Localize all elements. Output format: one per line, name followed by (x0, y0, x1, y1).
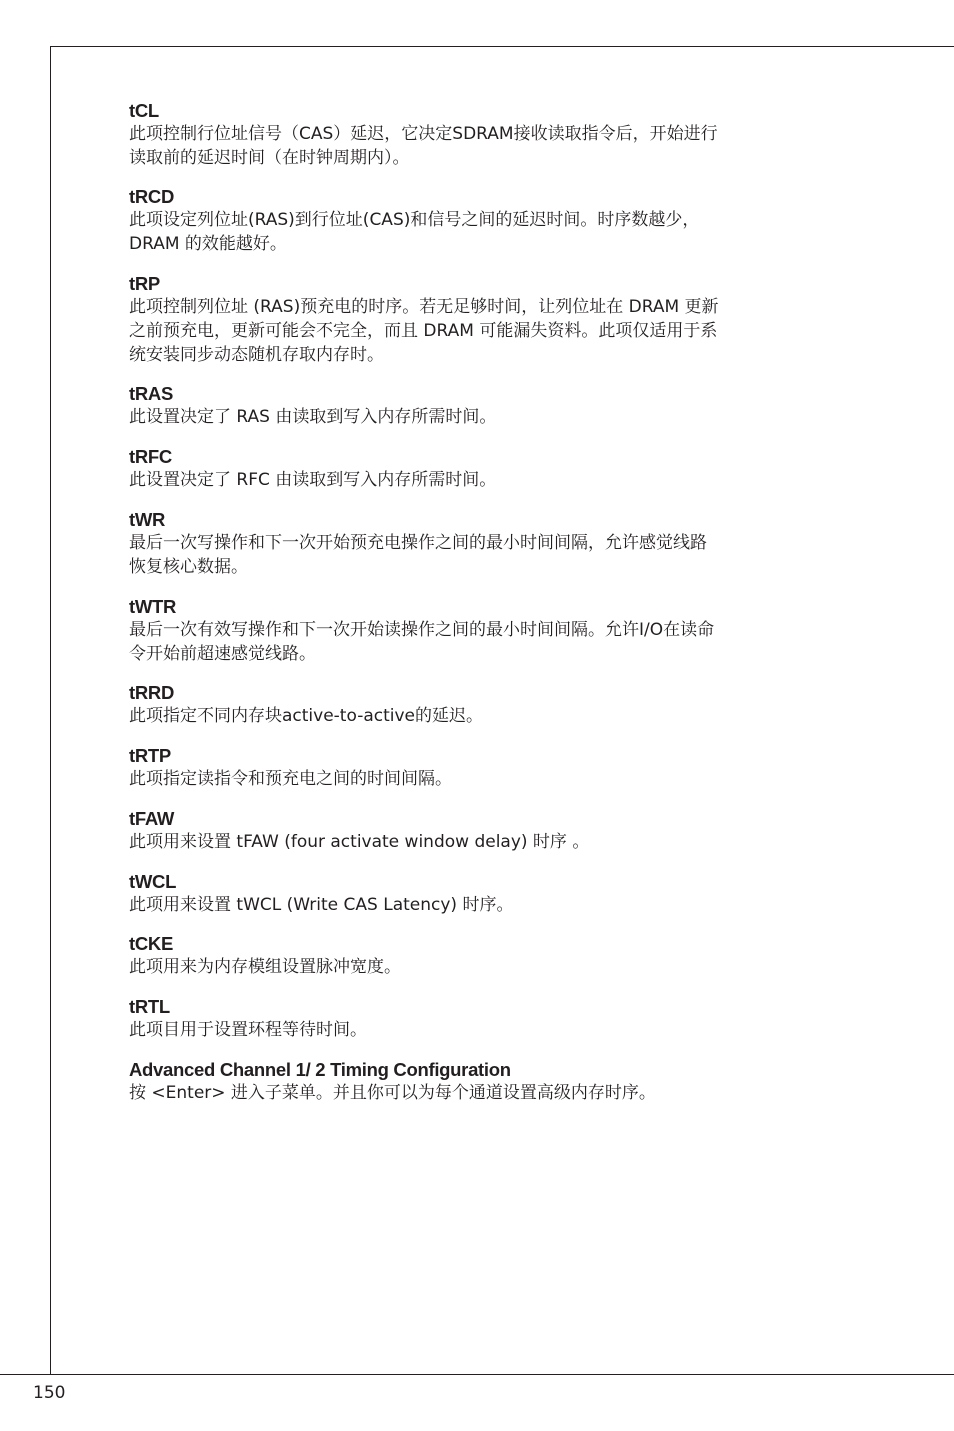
entry-title: tFAW (129, 808, 175, 829)
entry-desc-line: 此项设定列位址(RAS)到行位址(CAS)和信号之间的延迟时间。时序数越少， (129, 210, 700, 230)
entry-advanced-channel-timing (129, 1059, 833, 1105)
entry-desc-line: 此项控制列位址 (RAS)预充电的时序。若无足够时间，让列位址在 DRAM 更新 (129, 297, 719, 317)
entry-title: tWR (129, 509, 166, 530)
bottom-rule (0, 1374, 954, 1375)
entry-desc-line: 此项指定不同内存块active-to-active的延迟。 (129, 706, 483, 726)
entry-desc-line: 此项用来设置 tFAW (four activate window delay) 时序 。 (129, 832, 590, 852)
entry-desc-line: 此设置决定了 RAS 由读取到写入内存所需时间。 (129, 407, 497, 427)
entry-desc-line: 此设置决定了 RFC 由读取到写入内存所需时间。 (129, 470, 497, 490)
entry-title: tRTP (129, 745, 171, 766)
entry-title: tRTL (129, 996, 170, 1017)
entry-title: tWCL (129, 871, 177, 892)
entry-twr (129, 509, 833, 579)
entry-tcke (129, 933, 833, 979)
entry-trtl (129, 996, 833, 1042)
entry-title: tRCD (129, 186, 175, 207)
entry-title: tRAS (129, 383, 174, 404)
entry-desc-line: 此项用来设置 tWCL (Write CAS Latency) 时序。 (129, 895, 514, 915)
entry-desc-line: 统安装同步动态随机存取内存时。 (129, 345, 384, 365)
entry-title: tRRD (129, 682, 175, 703)
entry-tras (129, 383, 833, 429)
entry-desc-line: 之前预充电，更新可能会不完全，而且 DRAM 可能漏失资料。此项仅适用于系 (129, 321, 718, 341)
entry-trcd (129, 186, 833, 256)
entry-title: Advanced Channel 1/ 2 Timing Configuration (129, 1059, 511, 1080)
entry-title: tRFC (129, 446, 172, 467)
entry-desc-line: 此项指定读指令和预充电之间的时间间隔。 (129, 769, 452, 789)
entry-desc-line: 按 <Enter> 进入子菜单。并且你可以为每个通道设置高级内存时序。 (129, 1083, 656, 1103)
entry-twcl (129, 871, 833, 917)
entry-tcl (129, 100, 833, 170)
entry-desc-line: 最后一次写操作和下一次开始预充电操作之间的最小时间间隔，允许感觉线路 (129, 533, 707, 553)
left-rule (50, 46, 51, 1375)
entry-title: tCKE (129, 933, 174, 954)
top-rule (50, 46, 954, 47)
entry-trfc (129, 446, 833, 492)
entry-desc-line: 令开始前超速感觉线路。 (129, 644, 316, 664)
entry-title: tWTR (129, 596, 177, 617)
entry-desc-line: 恢复核心数据。 (129, 557, 248, 577)
page-number: 150 (33, 1383, 66, 1403)
entry-title: tCL (129, 100, 159, 121)
entry-trp (129, 273, 833, 367)
entry-desc-line: 此项用来为内存模组设置脉冲宽度。 (129, 957, 401, 977)
entry-desc-line: 此项目用于设置环程等待时间。 (129, 1020, 367, 1040)
entry-trtp (129, 745, 833, 791)
content (129, 100, 833, 1105)
entry-desc-line: 此项控制行位址信号（CAS）延迟，它决定SDRAM接收读取指令后，开始进行 (129, 124, 718, 144)
entry-desc-line: DRAM 的效能越好。 (129, 234, 287, 254)
entry-desc-line: 最后一次有效写操作和下一次开始读操作之间的最小时间间隔。允许I/O在读命 (129, 620, 715, 640)
entry-twtr (129, 596, 833, 666)
entry-tfaw (129, 808, 833, 854)
entry-desc-line: 读取前的延迟时间（在时钟周期内）。 (129, 148, 410, 168)
entry-trrd (129, 682, 833, 728)
entry-title: tRP (129, 273, 160, 294)
